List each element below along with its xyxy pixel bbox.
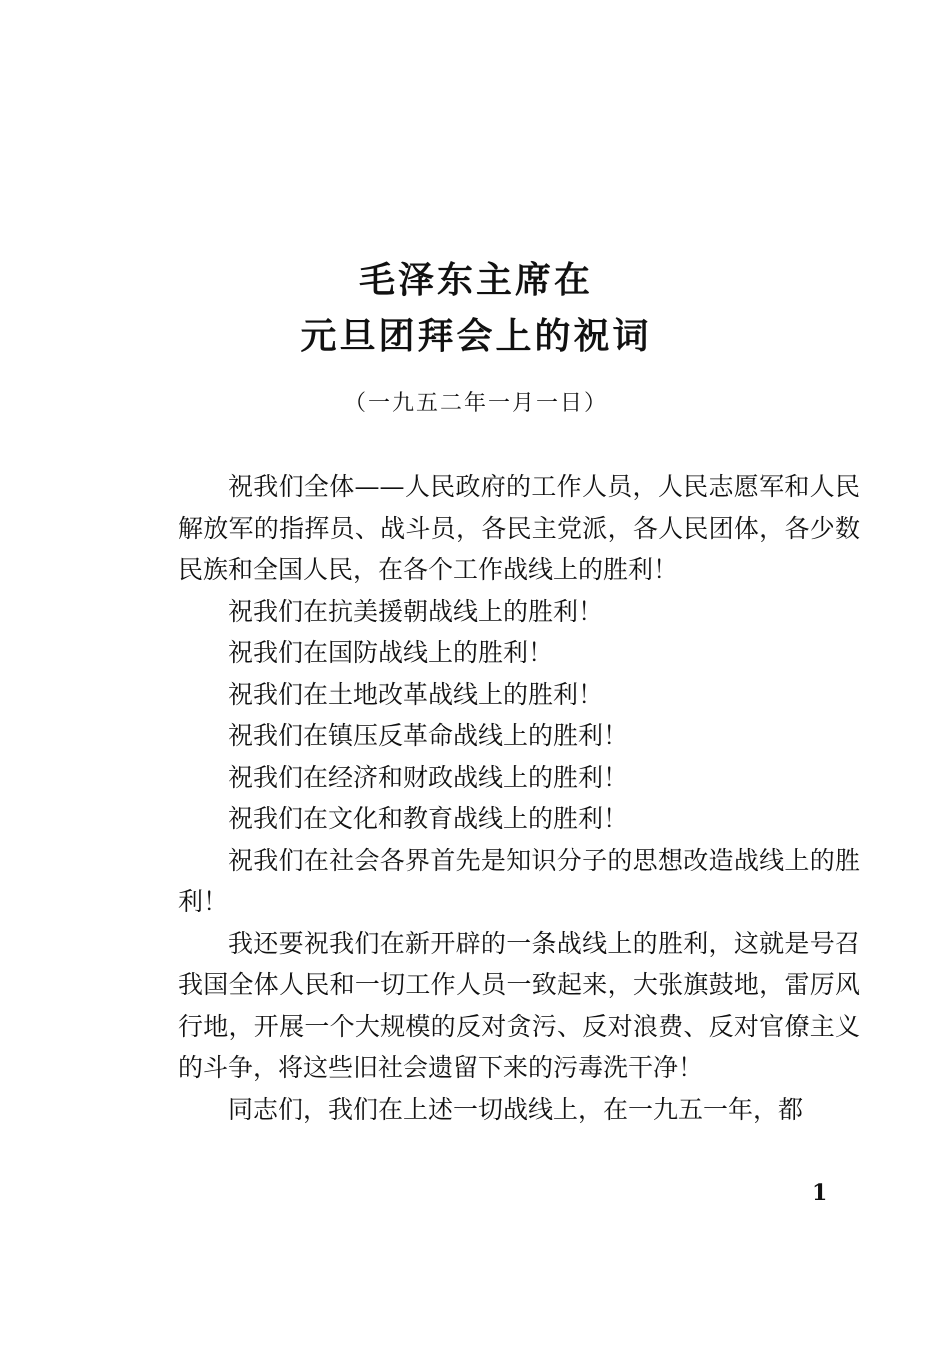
title-line-2: 元旦团拜会上的祝词 [300,316,652,357]
paragraph: 祝我们在抗美援朝战线上的胜利！ [228,596,604,626]
paragraph: 我还要祝我们在新开辟的一条战线上的胜利，这就是号召我国全体人民和一切工作人员一致起来，大张旗鼓地，雷厉风行地，开展一个大规模的反对贪污、反对浪费、反对官僚主义的斗争，将这些旧社会遗留下来的污毒洗干净！ [178,928,860,1082]
paragraph: 祝我们在土地改革战线上的胜利！ [228,679,604,709]
body-text [178,466,860,1130]
title-line-1: 毛泽东主席在 [358,260,593,301]
paragraph: 同志们，我们在上述一切战线上，在一九五一年，都 [228,1094,804,1124]
paragraph: 祝我们在经济和财政战线上的胜利！ [228,762,629,792]
paragraph: 祝我们在镇压反革命战线上的胜利！ [228,721,629,750]
date-line: （一九五二年一月一日） [343,391,608,416]
paragraph: 祝我们在文化和教育战线上的胜利！ [228,804,629,833]
paragraph: 祝我们在社会各界首先是知识分子的思想改造战线上的胜利！ [178,845,860,916]
paragraph: 祝我们在国防战线上的胜利！ [228,638,554,667]
page-number: 1 [812,1180,828,1206]
paragraph: 祝我们全体——人民政府的工作人员，人民志愿军和人民解放军的指挥员、战斗员，各民主党派，各人民团体，各少数民族和全国人民，在各个工作战线上的胜利！ [178,472,860,584]
